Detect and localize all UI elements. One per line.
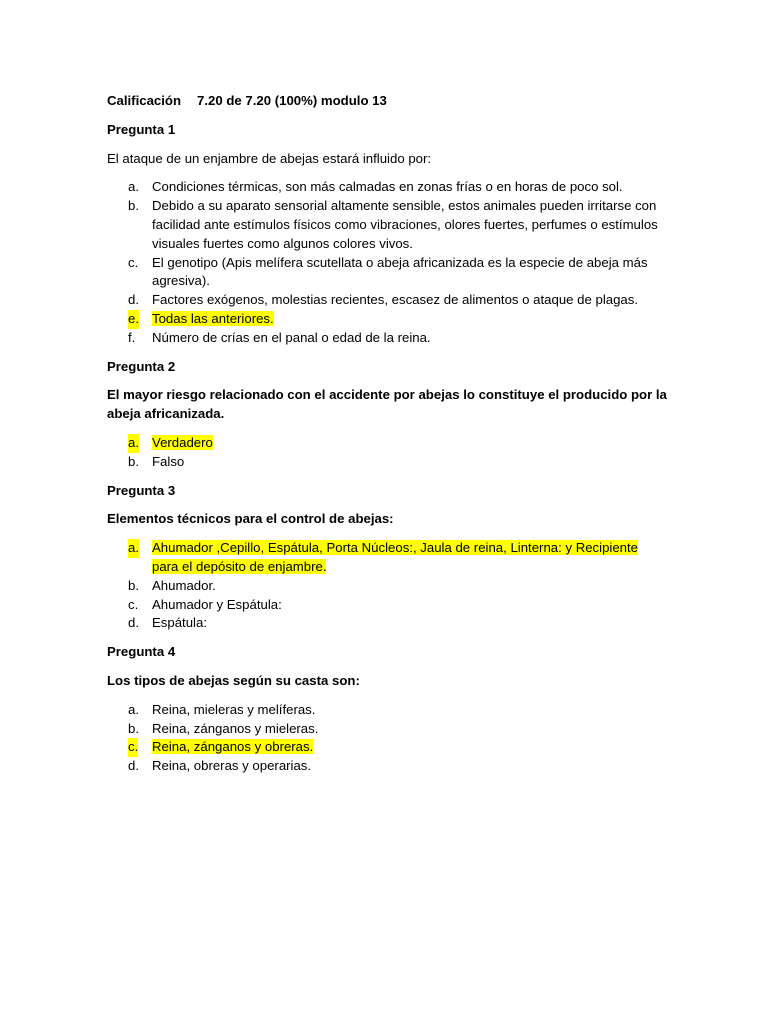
answer-option bbox=[107, 178, 667, 197]
option-text: Número de crías en el panal o edad de la reina. bbox=[152, 329, 431, 345]
option-text: Verdadero bbox=[152, 434, 213, 450]
question-heading: Pregunta 4 bbox=[107, 644, 176, 660]
options-list bbox=[107, 178, 667, 347]
option-letter: a. bbox=[128, 179, 139, 195]
answer-option bbox=[107, 614, 667, 633]
answer-option bbox=[107, 453, 667, 472]
question-block bbox=[107, 358, 667, 472]
option-letter: f. bbox=[128, 329, 136, 345]
option-text: Ahumador y Espátula: bbox=[152, 596, 282, 612]
option-text: Espátula: bbox=[152, 615, 207, 631]
question-heading: Pregunta 3 bbox=[107, 482, 176, 498]
option-text: Factores exógenos, molestias recientes, escasez de alimentos o ataque de plagas. bbox=[152, 292, 639, 308]
grade-score: 7.20 de 7.20 (100%) modulo 13 bbox=[197, 93, 387, 108]
answer-option-selected bbox=[107, 738, 667, 757]
option-letter: c. bbox=[128, 738, 138, 757]
answer-option bbox=[107, 254, 667, 292]
option-text: Ahumador ,Cepillo, Espátula, Porta Núcleos:, Jaula de reina, Linterna: y Recipiente para el depósito de enjambre. bbox=[152, 540, 639, 574]
option-letter: d. bbox=[128, 758, 139, 774]
answer-option-selected bbox=[107, 434, 667, 453]
options-list bbox=[107, 434, 667, 472]
question-block bbox=[107, 121, 667, 348]
question-text: Los tipos de abejas según su casta son: bbox=[107, 672, 360, 688]
option-text: Falso bbox=[152, 453, 185, 469]
option-letter: d. bbox=[128, 615, 139, 631]
options-list bbox=[107, 539, 667, 633]
answer-option bbox=[107, 701, 667, 720]
option-letter: b. bbox=[128, 453, 139, 469]
option-letter: a. bbox=[128, 434, 139, 453]
option-letter: a. bbox=[128, 701, 139, 717]
option-text: Todas las anteriores. bbox=[152, 310, 274, 326]
option-text: Reina, mieleras y melíferas. bbox=[152, 701, 316, 717]
document-page bbox=[107, 92, 667, 786]
answer-option bbox=[107, 329, 667, 348]
option-letter: d. bbox=[128, 292, 139, 308]
question-text: El ataque de un enjambre de abejas estará influido por: bbox=[107, 150, 432, 166]
answer-option-selected bbox=[107, 310, 667, 329]
options-list bbox=[107, 701, 667, 776]
answer-option bbox=[107, 720, 667, 739]
option-letter: b. bbox=[128, 720, 139, 736]
questions-list bbox=[107, 121, 667, 776]
answer-option bbox=[107, 596, 667, 615]
question-text: Elementos técnicos para el control de abejas: bbox=[107, 511, 394, 527]
answer-option bbox=[107, 577, 667, 596]
option-text: Debido a su aparato sensorial altamente sensible, estos animales pueden irritarse con facilidad ante estímulos físicos como vibraciones, olores fuertes, perfumes o estímulos visuales fuertes como algunos colores vivos. bbox=[152, 198, 658, 251]
answer-option bbox=[107, 197, 667, 253]
option-letter: b. bbox=[128, 198, 139, 214]
question-text: El mayor riesgo relacionado con el accidente por abejas lo constituye el producido por la abeja africanizada. bbox=[107, 387, 667, 422]
answer-option bbox=[107, 291, 667, 310]
answer-option bbox=[107, 757, 667, 776]
option-text: Reina, zánganos y obreras. bbox=[152, 739, 314, 755]
option-letter: b. bbox=[128, 577, 139, 593]
option-letter: c. bbox=[128, 596, 139, 612]
option-text: Condiciones térmicas, son más calmadas en zonas frías o en horas de poco sol. bbox=[152, 179, 623, 195]
answer-option-selected bbox=[107, 539, 667, 577]
option-text: Reina, obreras y operarias. bbox=[152, 758, 312, 774]
question-heading: Pregunta 2 bbox=[107, 358, 176, 374]
option-letter: a. bbox=[128, 539, 139, 558]
option-letter: c. bbox=[128, 254, 139, 270]
option-text: El genotipo (Apis melífera scutellata o abeja africanizada es la especie de abeja más agresiva). bbox=[152, 254, 648, 289]
option-text: Ahumador. bbox=[152, 577, 216, 593]
question-block bbox=[107, 482, 667, 634]
grade-line bbox=[107, 92, 667, 111]
question-block bbox=[107, 643, 667, 776]
option-letter: e. bbox=[128, 310, 139, 329]
option-text: Reina, zánganos y mieleras. bbox=[152, 720, 319, 736]
grade-label: Calificación bbox=[107, 93, 182, 108]
question-heading: Pregunta 1 bbox=[107, 121, 176, 137]
